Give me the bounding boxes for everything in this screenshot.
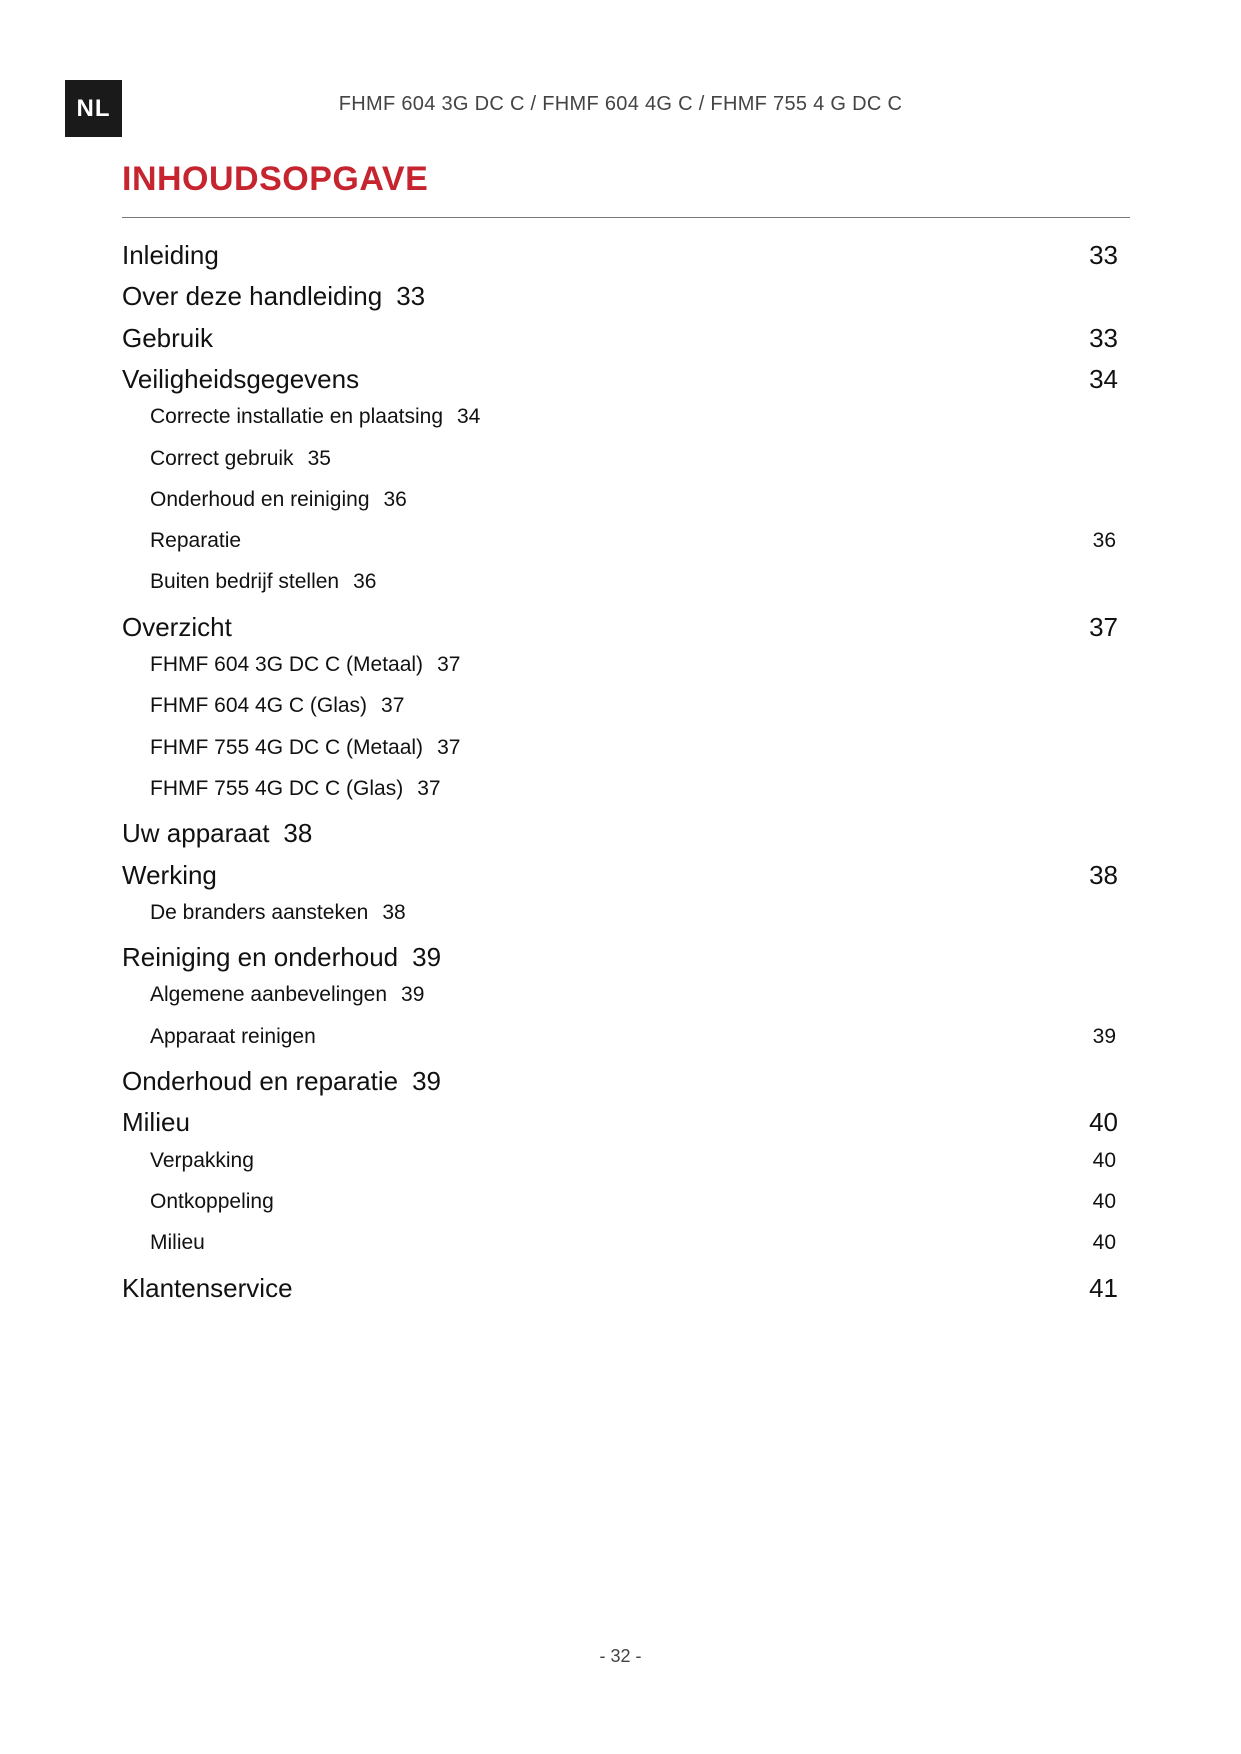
toc-entry[interactable]	[0, 1273, 1241, 1313]
toc-entry-page: 33	[1089, 322, 1118, 353]
toc-entry-page: 41	[1089, 1272, 1118, 1303]
toc-entry-title: FHMF 604 4G C (Glas) 37	[150, 694, 405, 718]
toc-entry-title: Ontkoppeling	[150, 1189, 274, 1213]
toc-entry-page: 37	[381, 694, 405, 718]
toc-entry-title: Overzicht	[122, 611, 232, 642]
toc-entry[interactable]	[0, 653, 1241, 693]
page-number: - 32 -	[599, 1646, 642, 1666]
toc-entry[interactable]	[0, 240, 1241, 280]
toc-entry-page: 39	[1092, 1024, 1116, 1048]
toc-entry[interactable]	[0, 983, 1241, 1023]
toc-entry-title: Inleiding	[122, 240, 219, 270]
toc-entry-page: 34	[457, 405, 481, 429]
toc-entry-page: 40	[1092, 1148, 1116, 1172]
toc-entry-title: Klantenservice	[122, 1272, 293, 1303]
toc-entry-page: 37	[1089, 611, 1118, 642]
toc-entry[interactable]	[0, 570, 1241, 610]
toc-entry[interactable]	[0, 323, 1241, 363]
toc-entry-title: Verpakking	[150, 1148, 254, 1172]
toc-entry[interactable]	[0, 529, 1241, 569]
toc-entry[interactable]	[0, 1190, 1241, 1230]
toc-entry-page: 39	[412, 942, 442, 973]
toc-entry-page: 40	[1089, 1107, 1118, 1138]
toc-entry[interactable]	[0, 1231, 1241, 1271]
toc-entry[interactable]	[0, 1025, 1241, 1065]
toc-entry-title: Correcte installatie en plaatsing 34	[150, 405, 481, 429]
toc-entry[interactable]	[0, 447, 1241, 487]
toc-entry-page: 36	[1092, 529, 1116, 553]
toc-entry-title: Werking	[122, 859, 217, 890]
toc-entry-title: Gebruik	[122, 322, 214, 353]
language-badge: NL	[65, 80, 122, 137]
toc-entry-title: Correct gebruik 35	[150, 446, 331, 470]
toc-entry-title: Reparatie	[150, 529, 242, 553]
toc-entry-page: 35	[307, 446, 331, 470]
toc-entry-page: 37	[437, 653, 461, 676]
toc-entry-page: 36	[383, 487, 407, 511]
toc-entry[interactable]	[0, 612, 1241, 652]
toc-entry-page: 38	[283, 818, 313, 849]
toc-entry-title: Algemene aanbevelingen 39	[150, 983, 425, 1007]
toc-entry-page: 36	[353, 570, 377, 594]
toc-entry[interactable]	[0, 281, 1241, 321]
toc-entry[interactable]	[0, 405, 1241, 445]
page-title: INHOUDSOPGAVE	[122, 160, 429, 198]
toc-entry-title: Reiniging en onderhoud 39	[122, 942, 442, 973]
toc-entry-page: 33	[396, 281, 426, 312]
toc-entry-page: 33	[1089, 240, 1118, 270]
toc-entry-title: Onderhoud en reparatie 39	[122, 1066, 442, 1096]
toc-entry-page: 39	[412, 1066, 442, 1096]
toc-entry-title: Onderhoud en reiniging 36	[150, 487, 407, 511]
toc-entry-page: 38	[1089, 859, 1118, 890]
toc-entry[interactable]	[0, 1066, 1241, 1106]
toc-entry[interactable]	[0, 901, 1241, 941]
toc-entry-page: 39	[401, 983, 425, 1007]
toc-entry-title: Over deze handleiding 33	[122, 281, 426, 312]
toc-entry-page: 40	[1092, 1231, 1116, 1255]
toc-entry-page: 37	[417, 776, 441, 800]
toc-entry[interactable]	[0, 736, 1241, 776]
toc-entry-page: 37	[437, 735, 461, 759]
toc-entry-page: 40	[1092, 1189, 1116, 1213]
toc-entry-title: Veiligheidsgegevens	[122, 363, 360, 394]
toc-entry-page: 38	[382, 900, 406, 924]
toc-entry[interactable]	[0, 488, 1241, 528]
toc-entry[interactable]	[0, 818, 1241, 858]
toc-entry-title: FHMF 755 4G DC C (Metaal) 37	[150, 735, 461, 759]
toc-entry-title: Uw apparaat 38	[122, 818, 313, 849]
toc-entry[interactable]	[0, 860, 1241, 900]
toc-entry-title: De branders aansteken 38	[150, 900, 406, 924]
toc-entry[interactable]	[0, 364, 1241, 404]
toc-entry-title: FHMF 604 3G DC C (Metaal) 37	[150, 653, 461, 676]
toc-entry-title: Milieu	[122, 1107, 190, 1138]
toc-entry[interactable]	[0, 1107, 1241, 1147]
toc-entry-page: 34	[1089, 363, 1118, 394]
toc-entry[interactable]	[0, 1149, 1241, 1189]
toc-entry[interactable]	[0, 777, 1241, 817]
toc-entry[interactable]	[0, 694, 1241, 734]
document-header-models: FHMF 604 3G DC C / FHMF 604 4G C / FHMF 755 4 G DC C	[338, 93, 903, 115]
toc-entry-title: Milieu	[150, 1231, 205, 1255]
toc-entry-title: Apparaat reinigen	[150, 1024, 316, 1048]
toc-entry-title: Buiten bedrijf stellen 36	[150, 570, 377, 594]
toc-entry-title: FHMF 755 4G DC C (Glas) 37	[150, 776, 441, 800]
toc-entry[interactable]	[0, 942, 1241, 982]
